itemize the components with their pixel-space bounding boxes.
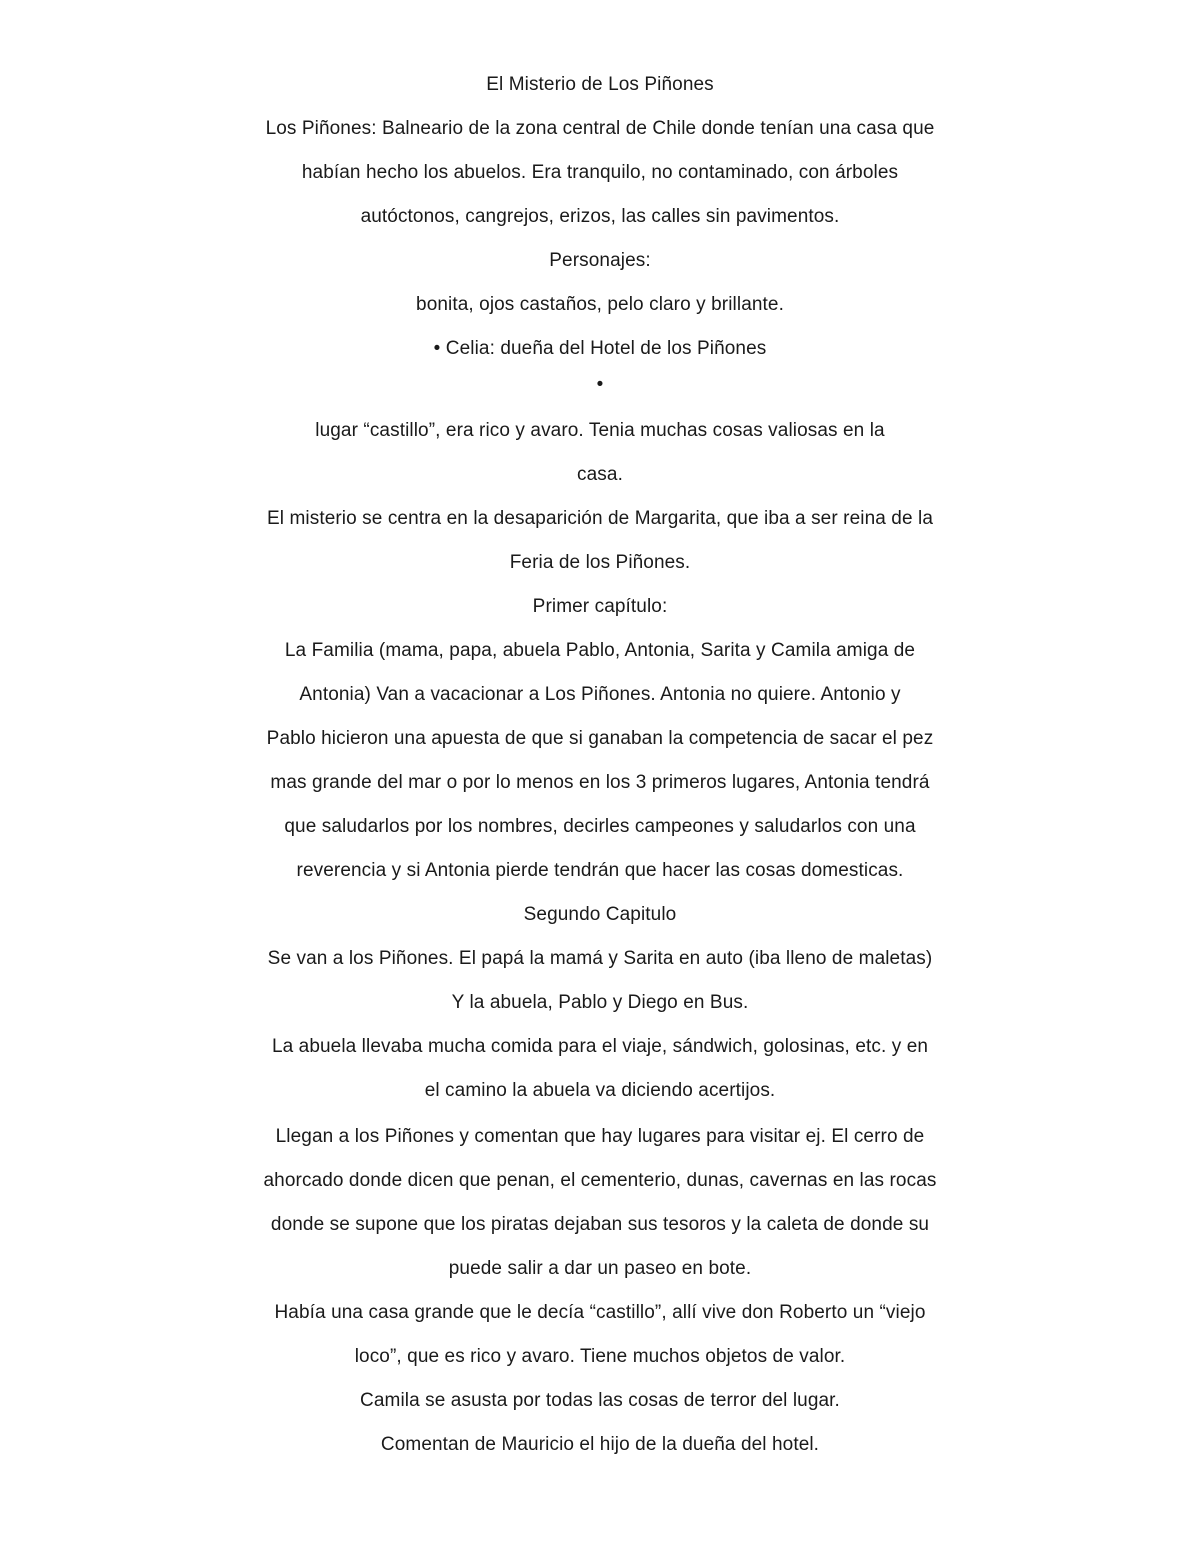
text-line: lugar “castillo”, era rico y avaro. Tenia muchas cosas valiosas en la: [315, 420, 885, 441]
text-line: que saludarlos por los nombres, decirles campeones y saludarlos con una: [284, 816, 916, 837]
text-line: donde se supone que los piratas dejaban sus tesoros y la caleta de donde su: [270, 1214, 930, 1235]
text-line: La Familia (mama, papa, abuela Pablo, Antonia, Sarita y Camila amiga de: [284, 640, 916, 661]
text-line: reverencia y si Antonia pierde tendrán que hacer las cosas domesticas.: [296, 860, 904, 881]
text-line: bonita, ojos castaños, pelo claro y brillante.: [416, 294, 784, 315]
text-line: Llegan a los Piñones y comentan que hay lugares para visitar ej. El cerro de: [275, 1126, 925, 1147]
text-line: loco”, que es rico y avaro. Tiene muchos objetos de valor.: [354, 1346, 846, 1367]
text-line: mas grande del mar o por lo menos en los 3 primeros lugares, Antonia tendrá: [270, 772, 930, 793]
text-line: autóctonos, cangrejos, erizos, las calles sin pavimentos.: [360, 206, 840, 227]
text-line: El misterio se centra en la desaparición de Margarita, que iba a ser reina de la: [267, 508, 933, 529]
bullet-item: • Celia: dueña del Hotel de los Piñones: [433, 338, 767, 359]
text-line: Había una casa grande que le decía “castillo”, allí vive don Roberto un “viejo: [274, 1302, 926, 1323]
text-line: casa.: [577, 464, 623, 485]
document-title: El Misterio de Los Piñones: [486, 74, 714, 95]
text-line: Se van a los Piñones. El papá la mamá y Sarita en auto (iba lleno de maletas): [267, 948, 933, 969]
text-line: ahorcado donde dicen que penan, el cementerio, dunas, cavernas en las rocas: [263, 1170, 937, 1191]
text-line: Feria de los Piñones.: [509, 552, 691, 573]
bullet-item: •: [596, 374, 604, 395]
text-line: Camila se asusta por todas las cosas de terror del lugar.: [360, 1390, 840, 1411]
text-line: habían hecho los abuelos. Era tranquilo, no contaminado, con árboles: [301, 162, 899, 183]
section-heading-primer-capitulo: Primer capítulo:: [532, 596, 668, 617]
text-line: La abuela llevaba mucha comida para el viaje, sándwich, golosinas, etc. y en: [271, 1036, 929, 1057]
text-line: el camino la abuela va diciendo acertijos.: [424, 1080, 776, 1101]
text-line: puede salir a dar un paseo en bote.: [448, 1258, 752, 1279]
section-heading-segundo-capitulo: Segundo Capitulo: [523, 904, 677, 925]
text-line: Los Piñones: Balneario de la zona central de Chile donde tenían una casa que: [265, 118, 935, 139]
text-line: Y la abuela, Pablo y Diego en Bus.: [451, 992, 749, 1013]
text-line: Comentan de Mauricio el hijo de la dueña del hotel.: [380, 1434, 820, 1455]
text-line: Antonia) Van a vacacionar a Los Piñones. Antonia no quiere. Antonio y: [299, 684, 901, 705]
section-heading-personajes: Personajes:: [549, 250, 651, 271]
text-line: Pablo hicieron una apuesta de que si ganaban la competencia de sacar el pez: [266, 728, 934, 749]
